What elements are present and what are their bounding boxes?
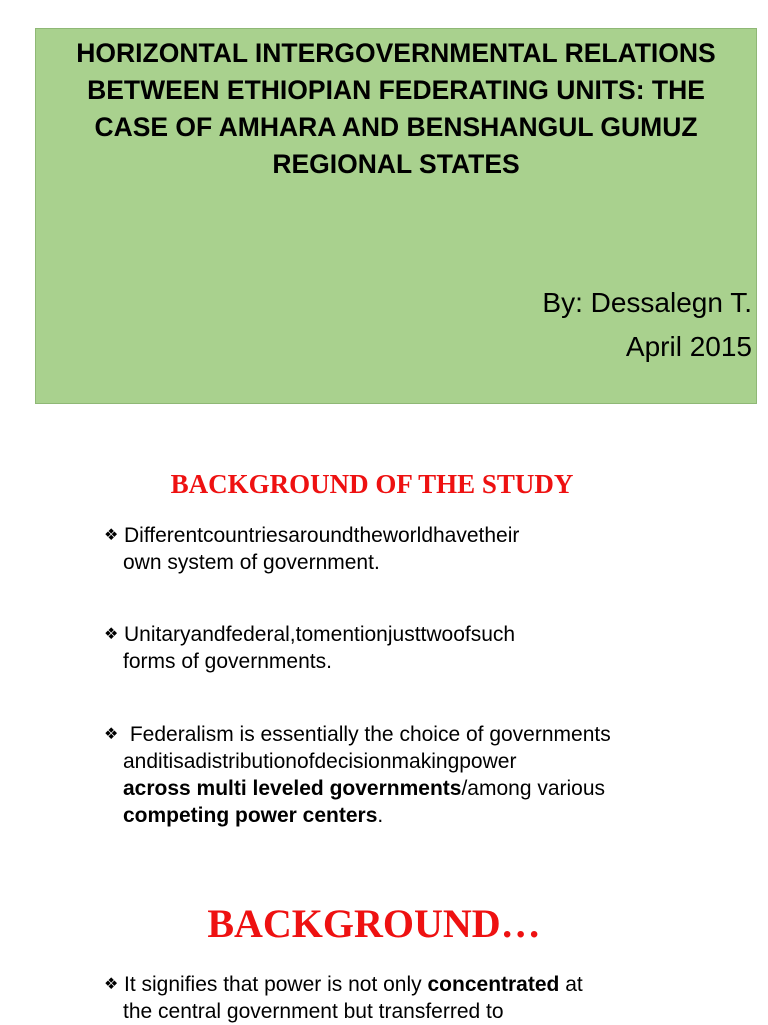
diamond-bullet-icon: ❖: [104, 527, 119, 544]
section-heading-background-of-study: BACKGROUND OF THE STUDY: [170, 469, 574, 499]
diamond-bullet-icon: ❖: [104, 626, 119, 643]
section-heading-background-continued: BACKGROUND…: [207, 901, 541, 946]
presentation-date: April 2015: [625, 331, 752, 362]
title-line: CASE OF AMHARA AND BENSHANGUL GUMUZ: [94, 112, 698, 142]
bullet-item: [104, 522, 666, 576]
bullet-line: Federalism is essentially the choice of governments: [124, 723, 611, 746]
author-byline: By: Dessalegn T.: [542, 287, 752, 318]
bullet-line: It signifies that power is not only concentrated at: [124, 973, 583, 996]
bullet-line: Unitaryandfederal,tomentionjusttwoofsuch: [124, 623, 516, 646]
emphasis-text: across multi leveled governments: [123, 777, 462, 800]
bullet-line: forms of governments.: [123, 650, 332, 673]
bullet-item: [104, 621, 666, 675]
bullet-line: own system of government.: [123, 551, 380, 574]
title-slide: [35, 28, 757, 404]
bullet-line: across multi leveled governments/among various: [123, 777, 606, 800]
diamond-bullet-icon: ❖: [104, 726, 119, 743]
bullet-line: Differentcountriesaroundtheworldhavetheir: [124, 524, 520, 547]
title-line: HORIZONTAL INTERGOVERNMENTAL RELATIONS: [76, 38, 716, 68]
bullet-item: [104, 971, 666, 1025]
title-line: REGIONAL STATES: [272, 149, 520, 179]
bullet-line: anditisadistributionofdecisionmakingpower: [123, 750, 517, 773]
emphasis-text: concentrated: [427, 973, 560, 996]
diamond-bullet-icon: ❖: [104, 976, 119, 993]
title-line: BETWEEN ETHIOPIAN FEDERATING UNITS: THE: [87, 75, 705, 105]
bullet-line: the central government but transferred to: [123, 1000, 504, 1023]
bullet-line: competing power centers.: [123, 804, 384, 827]
bullet-item: [104, 721, 666, 829]
emphasis-text: competing power centers: [123, 804, 378, 827]
presentation-title: [36, 35, 756, 183]
